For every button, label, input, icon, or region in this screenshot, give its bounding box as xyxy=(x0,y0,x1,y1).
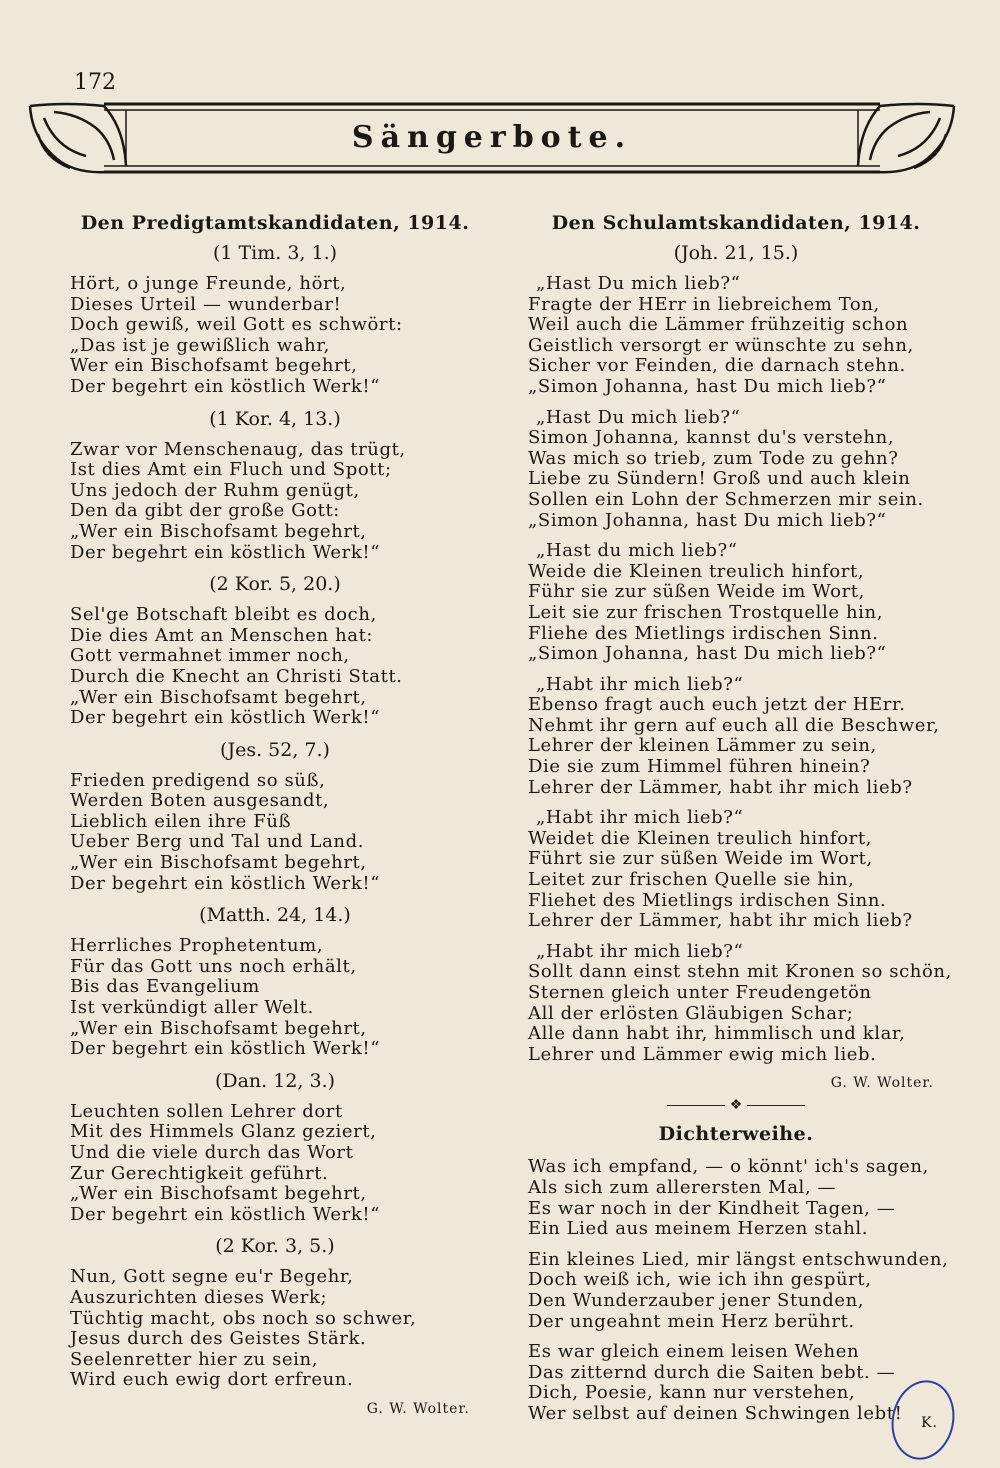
stanza xyxy=(528,940,952,1066)
poem-line: Tüchtig macht, obs noch so schwer, xyxy=(70,1307,417,1329)
poem-line: „Habt ihr mich lieb?“ xyxy=(536,807,744,829)
poem-line: Weil auch die Lämmer frühzeitig schon xyxy=(528,314,909,336)
stanza xyxy=(528,675,944,799)
poem-title: Den Schulamtskandidaten, 1914. xyxy=(551,212,921,234)
poem-line: Ist verkündigt aller Welt. xyxy=(70,997,314,1019)
poem-line: Die sie zum Himmel führen hinein? xyxy=(528,756,871,778)
masthead-ornament xyxy=(26,98,958,180)
poem-line: Lehrer und Lämmer ewig mich lieb. xyxy=(528,1043,877,1065)
poem-line: „Habt ihr mich lieb?“ xyxy=(536,673,744,695)
poem-line: „Wer ein Bischofsamt begehrt, xyxy=(70,852,367,874)
stanza xyxy=(70,440,480,564)
signature: K. xyxy=(921,1414,938,1431)
scripture-reference: (1 Kor. 4, 13.) xyxy=(209,407,341,430)
stanza xyxy=(528,541,944,665)
poem-line: Zur Gerechtigkeit geführt. xyxy=(70,1162,329,1184)
poem-line: Lehrer der Lämmer, habt ihr mich lieb? xyxy=(528,910,913,932)
poem-line: Wer ein Bischofsamt begehrt, xyxy=(70,355,358,377)
poem-line: Weidet die Kleinen treulich hinfort, xyxy=(528,827,872,849)
poem-line: Bis das Evangelium xyxy=(70,976,260,998)
scripture-reference: (1 Tim. 3, 1.) xyxy=(212,242,338,264)
poem-line: Fliehe des Mietlings irdischen Sinn. xyxy=(528,622,879,644)
poem-line: Als sich zum allerersten Mal, — xyxy=(528,1176,837,1198)
poem-line: Alle dann habt ihr, himmlisch und klar, xyxy=(528,1023,906,1045)
poem-line: Zwar vor Menschenaug, das trügt, xyxy=(70,438,406,460)
poem-line: Wird euch ewig dort erfreun. xyxy=(70,1369,354,1391)
poem-line: Der ungeahnt mein Herz berührt. xyxy=(528,1310,855,1332)
poem-line: „Wer ein Bischofsamt begehrt, xyxy=(70,520,367,542)
poem-line: Führ sie zur süßen Weide im Wort, xyxy=(528,581,865,603)
poem-line: Leit sie zur frischen Trostquelle hin, xyxy=(528,601,884,623)
stanza xyxy=(70,936,480,1060)
poem-line: Weide die Kleinen treulich hinfort, xyxy=(528,560,865,582)
poem-line: Leitet zur frischen Quelle sie hin, xyxy=(528,869,855,891)
poem-line: „Wer ein Bischofsamt begehrt, xyxy=(70,1183,367,1205)
poem-line: Ist dies Amt ein Fluch und Spott; xyxy=(70,459,392,481)
scripture-reference: (2 Kor. 5, 20.) xyxy=(209,573,341,596)
poem-line: Der begehrt ein köstlich Werk!“ xyxy=(70,1038,380,1060)
right-column xyxy=(528,212,952,1435)
poem-line: „Hast Du mich lieb?“ xyxy=(536,406,741,428)
poem-line: Es war gleich einem leisen Wehen xyxy=(528,1341,860,1363)
poem-line: Der begehrt ein köstlich Werk!“ xyxy=(70,707,380,729)
poem-line: Doch weiß ich, wie ich ihn gespürt, xyxy=(528,1269,872,1291)
stanza xyxy=(70,605,480,729)
poem-line: Lehrer der kleinen Lämmer zu sein, xyxy=(528,735,877,757)
poem-line: Nehmt ihr gern auf euch all die Beschwer, xyxy=(528,714,940,736)
scripture-reference: (Joh. 21, 15.) xyxy=(673,242,799,264)
scripture-reference: (Matth. 24, 14.) xyxy=(199,904,351,927)
poem-line: Dieses Urteil — wunderbar! xyxy=(70,293,342,315)
poem-line: Den da gibt der große Gott: xyxy=(70,500,340,522)
poem-line: Gott vermahnet immer noch, xyxy=(70,645,350,667)
scripture-reference: (Dan. 12, 3.) xyxy=(214,1069,336,1092)
stanza xyxy=(528,1157,944,1239)
poem-line: Uns jedoch der Ruhm genügt, xyxy=(70,479,360,501)
author: G. W. Wolter. xyxy=(830,1075,934,1092)
poem-line: All der erlösten Gläubigen Schar; xyxy=(528,1002,854,1024)
poem-line: Nun, Gott segne eu'r Begehr, xyxy=(70,1266,354,1288)
poem-line: „Hast Du mich lieb?“ xyxy=(536,273,741,294)
poem-line: Wer selbst auf deinen Schwingen lebt! xyxy=(528,1402,903,1424)
poem-line: Sollt dann einst stehn mit Kronen so schön, xyxy=(528,961,952,983)
stanza xyxy=(70,771,480,895)
poem-line: „Simon Johanna, hast Du mich lieb?“ xyxy=(528,375,887,397)
poem-line: Lehrer der Lämmer, habt ihr mich lieb? xyxy=(528,776,913,798)
poem-line: Ueber Berg und Tal und Land. xyxy=(70,831,365,853)
section-divider: ❖ xyxy=(528,1097,944,1113)
poem-line: „Wer ein Bischofsamt begehrt, xyxy=(70,1017,367,1039)
poem-title: Den Predigtamtskandidaten, 1914. xyxy=(80,212,470,234)
poem-line: Werden Boten ausgesandt, xyxy=(70,790,330,812)
poem-line: Sternen gleich unter Freudengetön xyxy=(528,982,872,1003)
poem-line: Was mich so trieb, zum Tode zu gehn? xyxy=(528,447,899,469)
poem-line: Jesus durch des Geistes Stärk. xyxy=(70,1328,367,1350)
poem-line: „Simon Johanna, hast Du mich lieb?“ xyxy=(528,643,887,665)
poem-line: Den Wunderzauber jener Stunden, xyxy=(528,1289,865,1311)
left-column xyxy=(70,212,480,1417)
poem-line: Fragte der HErr in liebreichem Ton, xyxy=(528,293,880,315)
poem-line: Ebenso fragt auch euch jetzt der HErr. xyxy=(528,694,906,716)
poem-line: Ein Lied aus meinem Herzen stahl. xyxy=(528,1218,869,1240)
stanza xyxy=(528,808,944,932)
stanza xyxy=(528,274,944,398)
poem-line: Sel'ge Botschaft bleibt es doch, xyxy=(70,604,377,626)
poem-line: Simon Johanna, kannst du's verstehn, xyxy=(528,427,895,449)
poem-line: Führt sie zur süßen Weide im Wort, xyxy=(528,848,873,870)
scripture-reference: (2 Kor. 3, 5.) xyxy=(215,1235,335,1258)
poem-line: Hört, o junge Freunde, hört, xyxy=(70,273,347,294)
poem-line: Seelenretter hier zu sein, xyxy=(70,1348,319,1370)
poem-line: Der begehrt ein köstlich Werk!“ xyxy=(70,1203,380,1225)
poem-line: Herrliches Prophetentum, xyxy=(70,935,324,957)
stanza xyxy=(70,1102,480,1226)
poem-line: Mit des Himmels Glanz geziert, xyxy=(70,1121,377,1143)
poem-line: Leuchten sollen Lehrer dort xyxy=(70,1100,343,1122)
poem-line: Geistlich versorgt er wünschte zu sehn, xyxy=(528,334,914,356)
stanza xyxy=(528,408,944,532)
stanza xyxy=(528,1342,944,1424)
poem-line: „Hast du mich lieb?“ xyxy=(536,540,738,562)
poem-line: Was ich empfand, — o könnt' ich's sagen, xyxy=(528,1156,929,1178)
poem-line: „Simon Johanna, hast Du mich lieb?“ xyxy=(528,509,887,531)
poem-line: Lieblich eilen ihre Füß xyxy=(70,810,292,832)
poem-line: Das zitternd durch die Saiten bebt. — xyxy=(528,1361,896,1383)
poem-line: Der begehrt ein köstlich Werk!“ xyxy=(70,375,380,397)
poem-line: „Wer ein Bischofsamt begehrt, xyxy=(70,686,367,708)
poem-line: Für das Gott uns noch erhält, xyxy=(70,955,357,977)
poem-line: Liebe zu Sündern! Groß und auch klein xyxy=(528,468,911,490)
poem-line: „Das ist je gewißlich wahr, xyxy=(70,334,330,356)
author: G. W. Wolter. xyxy=(366,1400,470,1417)
poem-title: Dichterweihe. xyxy=(658,1123,814,1146)
masthead-title: Sängerbote. xyxy=(351,120,633,155)
poem-line: Und die viele durch das Wort xyxy=(70,1142,354,1163)
poem-line: Es war noch in der Kindheit Tagen, — xyxy=(528,1197,896,1219)
poem-line: Durch die Knecht an Christi Statt. xyxy=(70,665,403,687)
poem-line: Doch gewiß, weil Gott es schwört: xyxy=(70,314,403,336)
poem-line: Auszurichten dieses Werk; xyxy=(70,1286,328,1308)
poem-line: „Habt ihr mich lieb?“ xyxy=(536,940,744,962)
poem-line: Ein kleines Lied, mir längst entschwunden, xyxy=(528,1248,949,1270)
stanza xyxy=(528,1248,949,1332)
poem-line: Die dies Amt an Menschen hat: xyxy=(70,624,374,646)
poem-line: Der begehrt ein köstlich Werk!“ xyxy=(70,541,380,563)
poem-line: Sicher vor Feinden, die darnach stehn. xyxy=(528,355,906,377)
scripture-reference: (Jes. 52, 7.) xyxy=(220,738,330,761)
poem-line: Frieden predigend so süß, xyxy=(70,769,326,791)
poem-line: Sollen ein Lohn der Schmerzen mir sein. xyxy=(528,488,924,510)
stanza xyxy=(70,1267,480,1391)
poem-line: Fliehet des Mietlings irdischen Sinn. xyxy=(528,889,887,911)
poem-line: Der begehrt ein köstlich Werk!“ xyxy=(70,872,380,894)
stanza xyxy=(70,274,480,398)
page-number: 172 xyxy=(74,70,116,95)
poem-line: Dich, Poesie, kann nur verstehen, xyxy=(528,1382,856,1404)
